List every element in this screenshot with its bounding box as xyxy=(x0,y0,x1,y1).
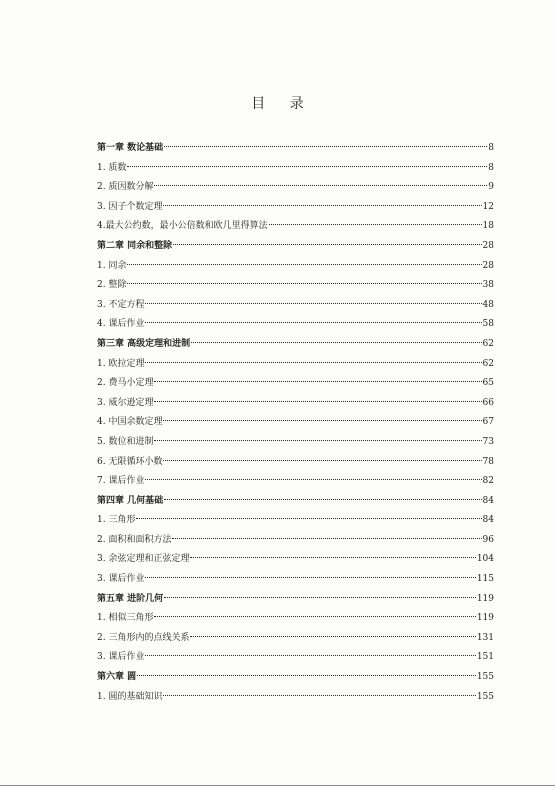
toc-section-entry xyxy=(97,296,494,316)
toc-section-entry xyxy=(97,159,494,179)
dot-leader xyxy=(127,282,481,284)
dot-leader xyxy=(190,556,475,558)
toc-page-number: 8 xyxy=(488,143,494,153)
dot-leader xyxy=(154,184,487,186)
dot-leader xyxy=(154,439,481,441)
toc-section-entry xyxy=(97,531,494,551)
dot-leader xyxy=(145,576,475,578)
toc-section-entry xyxy=(97,433,494,453)
dot-leader xyxy=(163,419,481,421)
dot-leader xyxy=(137,674,476,676)
toc-page-number: 78 xyxy=(482,456,494,467)
toc-section-entry xyxy=(97,550,494,570)
toc-section-entry xyxy=(97,453,494,473)
toc-entry-title: 3. 余弦定理和正弦定理 xyxy=(97,554,190,565)
table-of-contents xyxy=(97,139,494,707)
toc-section-entry xyxy=(97,648,494,668)
dot-leader xyxy=(164,498,481,500)
toc-page-number: 131 xyxy=(476,632,494,643)
toc-entry-title: 1. 圆的基础知识 xyxy=(97,691,163,702)
toc-entry-title: 1. 同余 xyxy=(97,260,127,271)
toc-section-entry xyxy=(97,276,494,296)
toc-section-entry xyxy=(97,355,494,375)
toc-entry-title: 第三章 高级定理和进制 xyxy=(97,338,191,349)
toc-section-entry xyxy=(97,257,494,277)
toc-chapter-entry xyxy=(97,335,494,355)
toc-page-number: 9 xyxy=(488,182,494,193)
toc-section-entry xyxy=(97,629,494,649)
toc-page-number: 155 xyxy=(476,691,494,702)
toc-section-entry xyxy=(97,472,494,492)
toc-entry-title: 3. 不定方程 xyxy=(97,299,145,310)
toc-chapter-entry xyxy=(97,492,494,512)
toc-section-entry xyxy=(97,315,494,335)
toc-section-entry xyxy=(97,178,494,198)
toc-section-entry xyxy=(97,570,494,590)
toc-page-number: 96 xyxy=(482,534,494,545)
toc-page-number: 67 xyxy=(482,417,494,428)
toc-page-number: 18 xyxy=(482,221,494,232)
toc-page-number: 38 xyxy=(482,280,494,291)
toc-entry-title: 2. 费马小定理 xyxy=(97,378,154,389)
dot-leader xyxy=(145,654,475,656)
toc-page-number: 65 xyxy=(482,378,494,389)
dot-leader xyxy=(172,537,481,539)
toc-entry-title: 第二章 同余和整除 xyxy=(97,240,173,251)
toc-entry-title: 5. 数位和进制 xyxy=(97,436,154,447)
dot-leader xyxy=(154,615,475,617)
toc-section-entry xyxy=(97,688,494,708)
toc-entry-title: 1. 欧拉定理 xyxy=(97,358,145,369)
toc-entry-title: 1. 相似三角形 xyxy=(97,613,154,624)
toc-entry-title: 3. 因子个数定理 xyxy=(97,201,163,212)
dot-leader xyxy=(191,341,481,343)
toc-entry-title: 3. 课后作业 xyxy=(97,652,145,663)
page-edge-line xyxy=(0,785,555,786)
toc-page-number: 62 xyxy=(482,358,494,369)
dot-leader xyxy=(164,596,476,598)
toc-page-number: 84 xyxy=(482,515,494,526)
toc-entry-title: 第五章 进阶几何 xyxy=(97,593,164,604)
toc-entry-title: 3. 威尔逊定理 xyxy=(97,397,154,408)
dot-leader xyxy=(173,243,481,245)
dot-leader xyxy=(145,321,481,323)
toc-page-number: 62 xyxy=(482,338,494,349)
toc-entry-title: 1. 三角形 xyxy=(97,515,136,526)
dot-leader xyxy=(154,380,481,382)
toc-section-entry xyxy=(97,198,494,218)
toc-page-number: 28 xyxy=(482,240,494,251)
toc-entry-title: 6. 无限循环小数 xyxy=(97,456,163,467)
toc-entry-title: 4. 中国余数定理 xyxy=(97,417,163,428)
dot-leader xyxy=(145,478,481,480)
dot-leader xyxy=(127,263,481,265)
toc-page-number: 104 xyxy=(476,554,494,565)
dot-leader xyxy=(269,223,482,225)
toc-section-entry xyxy=(97,511,494,531)
toc-section-entry xyxy=(97,394,494,414)
toc-entry-title: 2. 三角形内的点线关系 xyxy=(97,632,190,643)
toc-page-number: 73 xyxy=(482,436,494,447)
toc-entry-title: 4.最大公约数，最小公倍数和欧几里得算法 xyxy=(97,221,268,232)
dot-leader xyxy=(164,145,487,147)
toc-page-number: 155 xyxy=(476,672,494,683)
toc-page-number: 48 xyxy=(482,299,494,310)
toc-entry-title: 7. 课后作业 xyxy=(97,476,145,487)
toc-page-number: 28 xyxy=(482,260,494,271)
dot-leader xyxy=(163,459,481,461)
toc-entry-title: 2. 整除 xyxy=(97,280,127,291)
toc-entry-title: 2. 面积和面积方法 xyxy=(97,534,172,545)
dot-leader xyxy=(145,361,481,363)
dot-leader xyxy=(163,204,481,206)
toc-entry-title: 2. 质因数分解 xyxy=(97,182,154,193)
toc-page-number: 115 xyxy=(476,574,494,585)
toc-page-number: 8 xyxy=(488,162,494,173)
dot-leader xyxy=(163,694,475,696)
dot-leader xyxy=(190,635,475,637)
toc-chapter-entry xyxy=(97,139,494,159)
toc-chapter-entry xyxy=(97,590,494,610)
toc-page-number: 84 xyxy=(482,495,494,506)
toc-chapter-entry xyxy=(97,237,494,257)
toc-page-number: 151 xyxy=(476,652,494,663)
dot-leader xyxy=(154,400,481,402)
toc-section-entry xyxy=(97,374,494,394)
toc-entry-title: 第四章 几何基础 xyxy=(97,495,164,506)
toc-page-number: 12 xyxy=(482,201,494,212)
toc-page-number: 119 xyxy=(476,593,494,604)
dot-leader xyxy=(145,302,481,304)
toc-entry-title: 1. 质数 xyxy=(97,162,127,173)
dot-leader xyxy=(127,165,487,167)
toc-section-entry xyxy=(97,609,494,629)
toc-page-number: 58 xyxy=(482,319,494,330)
toc-entry-title: 第六章 圆 xyxy=(97,672,137,683)
toc-page-number: 119 xyxy=(476,613,494,624)
toc-section-entry xyxy=(97,413,494,433)
dot-leader xyxy=(136,517,481,519)
toc-entry-title: 4. 课后作业 xyxy=(97,319,145,330)
toc-page-number: 82 xyxy=(482,476,494,487)
toc-section-entry xyxy=(97,217,494,237)
toc-chapter-entry xyxy=(97,668,494,688)
toc-entry-title: 3. 课后作业 xyxy=(97,574,145,585)
toc-entry-title: 第一章 数论基础 xyxy=(97,143,164,153)
toc-page-number: 66 xyxy=(482,397,494,408)
page-title: 目 录 xyxy=(251,96,304,112)
